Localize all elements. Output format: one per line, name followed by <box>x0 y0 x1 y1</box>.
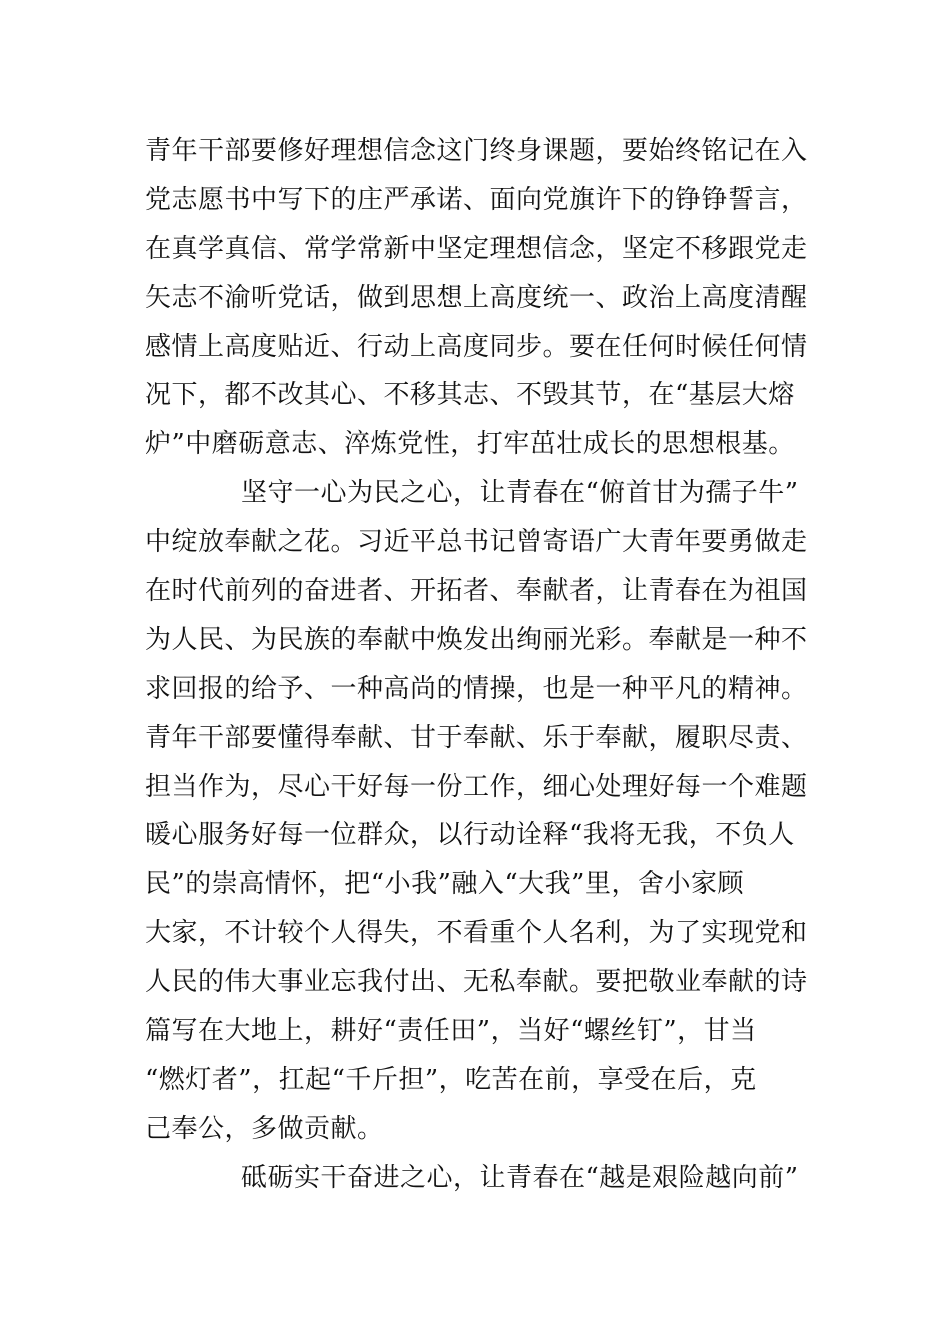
text-line-11: 为人民、为民族的奉献中焕发出绚丽光彩。奉献是一种不 <box>145 624 808 655</box>
text-line-14: 担当作为，尽心干好每一份工作，细心处理好每一个难题 <box>145 771 808 802</box>
text-line-10: 在时代前列的奋进者、开拓者、奉献者，让青春在为祖国 <box>145 576 808 607</box>
text-line-9: 中绽放奉献之花。习近平总书记曾寄语广大青年要勇做走 <box>145 527 808 558</box>
text-line-7: 炉”中磨砺意志、淬炼党性，打牢茁壮成长的思想根基。 <box>145 429 795 460</box>
text-line-13: 青年干部要懂得奉献、甘于奉献、乐于奉献，履职尽责、 <box>145 722 808 753</box>
text-line-4: 矢志不渝听党话，做到思想上高度统一、政治上高度清醒 <box>145 282 808 313</box>
text-line-3: 在真学真信、常学常新中坚定理想信念，坚定不移跟党走 <box>145 233 808 264</box>
document-body <box>145 127 815 1203</box>
paragraph-start-line-8: 坚守一心为民之心，让青春在“俯首甘为孺子牛” <box>241 478 799 509</box>
text-line-16: 民”的崇高情怀，把“小我”融入“大我”里，舍小家顾 <box>145 869 744 900</box>
text-line-20: “燃灯者”，扛起“千斤担”，吃苦在前，享受在后，克 <box>145 1064 757 1095</box>
text-line-19: 篇写在大地上，耕好“责任田”，当好“螺丝钉”，甘当 <box>145 1016 757 1047</box>
text-line-15: 暖心服务好每一位群众，以行动诠释“我将无我，不负人 <box>145 820 795 851</box>
text-line-6: 况下，都不改其心、不移其志、不毁其节，在“基层大熔 <box>145 380 795 411</box>
paragraph-start-line-22: 砥砺实干奋进之心，让青春在“越是艰险越向前” <box>241 1162 799 1193</box>
text-line-18: 人民的伟大事业忘我付出、无私奉献。要把敬业奉献的诗 <box>145 967 808 998</box>
text-line-1: 青年干部要修好理想信念这门终身课题，要始终铭记在入 <box>145 136 808 166</box>
text-line-21: 己奉公，多做贡献。 <box>145 1113 384 1144</box>
text-line-17: 大家，不计较个人得失，不看重个人名利，为了实现党和 <box>145 918 808 949</box>
text-line-5: 感情上高度贴近、行动上高度同步。要在任何时候任何情 <box>145 331 808 362</box>
text-line-12: 求回报的给予、一种高尚的情操，也是一种平凡的精神。 <box>145 673 808 704</box>
text-line-2: 党志愿书中写下的庄严承诺、面向党旗许下的铮铮誓言， <box>145 184 808 215</box>
